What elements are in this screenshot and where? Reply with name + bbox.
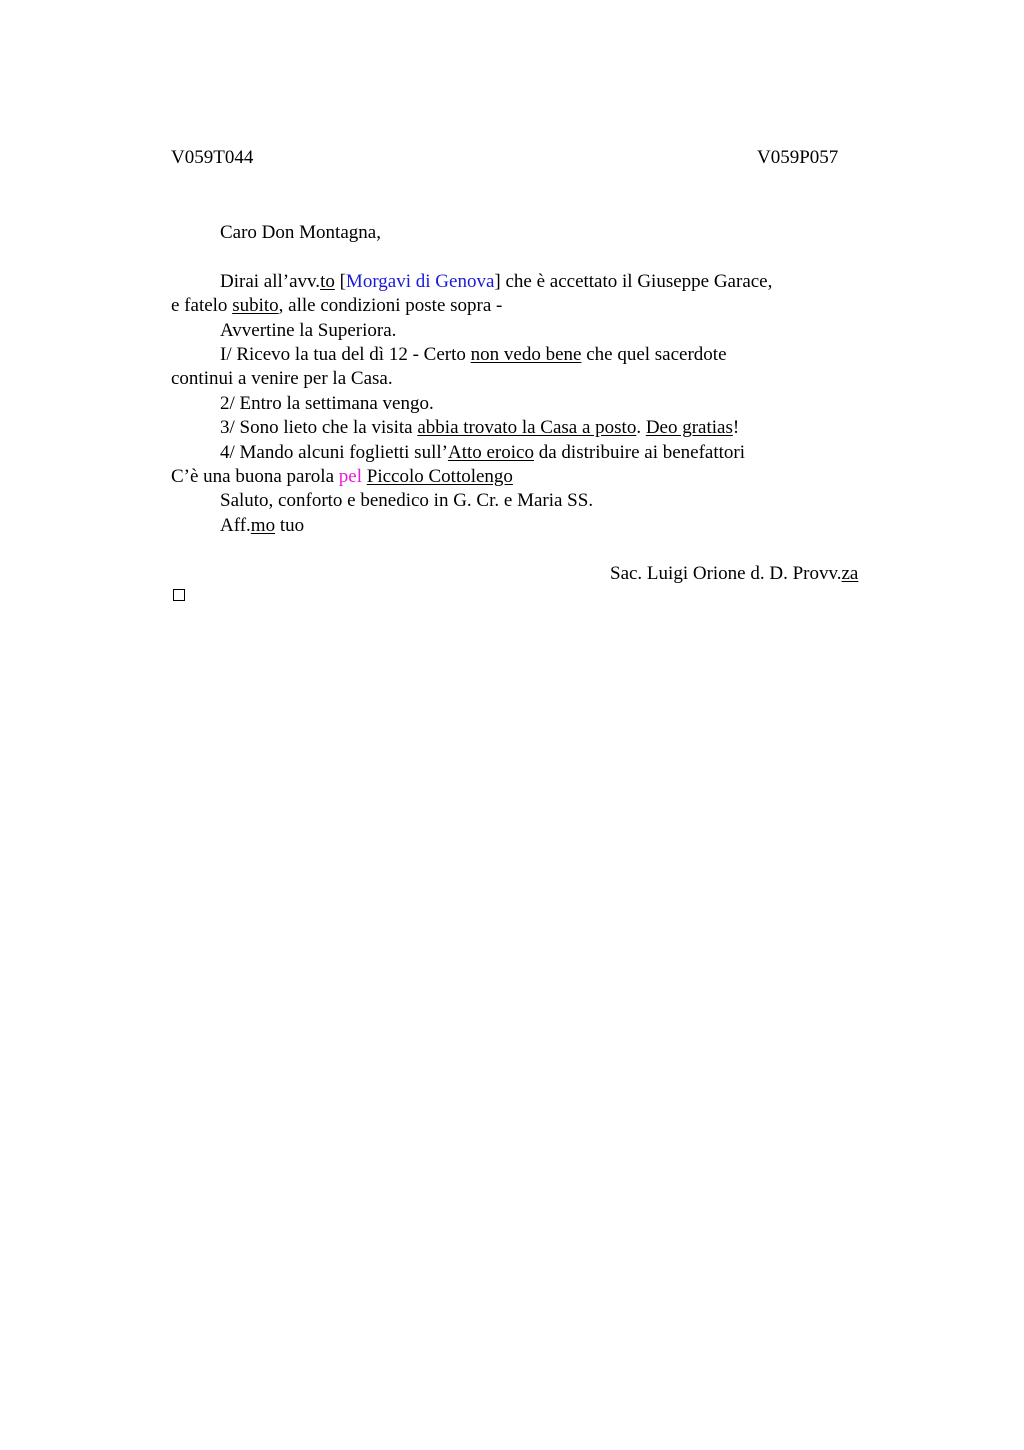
letter-line-7 xyxy=(171,416,891,440)
text: tuo xyxy=(275,514,305,536)
text: Dirai all’avv. xyxy=(220,270,321,292)
signature xyxy=(610,563,858,585)
letter-line-9 xyxy=(171,465,891,489)
text: ! xyxy=(732,417,740,439)
editorial-note-blue: Morgavi di Genova xyxy=(345,270,495,292)
text: , alle condizioni poste sopra - xyxy=(278,295,503,317)
signature-text: Sac. Luigi Orione d. D. Provv. xyxy=(610,563,842,584)
letter-line-5: continui a venire per la Casa. xyxy=(171,368,393,390)
underlined-text: to xyxy=(320,270,335,292)
text: Aff. xyxy=(220,514,251,536)
text: da distribuire ai benefattori xyxy=(533,441,746,463)
editorial-note-magenta: pel xyxy=(338,465,362,487)
text: [ xyxy=(334,270,346,292)
salutation: Caro Don Montagna, xyxy=(220,222,381,243)
text: che quel sacerdote xyxy=(581,343,727,365)
text: 3/ Sono lieto che la visita xyxy=(220,417,418,439)
underlined-text: mo xyxy=(250,514,276,536)
letter-line-1 xyxy=(171,270,891,294)
underlined-text: Deo gratias xyxy=(645,417,733,439)
signature-underlined: za xyxy=(841,563,859,584)
reference-code-right: V059P057 xyxy=(757,147,839,168)
text: C’è una buona parola xyxy=(171,465,339,487)
end-of-document-box-icon xyxy=(173,589,185,601)
letter-line-2 xyxy=(171,294,891,318)
letter-line-4 xyxy=(171,343,891,367)
text: e fatelo xyxy=(171,295,233,317)
underlined-text: subito xyxy=(232,295,279,317)
underlined-text: Atto eroico xyxy=(447,441,534,463)
closing xyxy=(171,514,891,538)
underlined-text: non vedo bene xyxy=(470,343,582,365)
underlined-text: Piccolo Cottolengo xyxy=(366,465,513,487)
letter-line-10: Saluto, conforto e benedico in G. Cr. e Maria SS. xyxy=(220,490,594,512)
letter-body xyxy=(171,221,891,538)
letter-line-8 xyxy=(171,441,891,465)
reference-code-left: V059T044 xyxy=(171,147,254,168)
text: I/ Ricevo la tua del dì 12 - Certo xyxy=(220,343,471,365)
underlined-text: abbia trovato la Casa a posto xyxy=(417,417,637,439)
text: ] che è accettato il Giuseppe Garace, xyxy=(494,270,773,292)
text: 4/ Mando alcuni foglietti sull’ xyxy=(220,441,448,463)
letter-line-3: Avvertine la Superiora. xyxy=(220,319,397,341)
letter-line-6: 2/ Entro la settimana vengo. xyxy=(220,392,434,414)
text: . xyxy=(636,417,646,439)
paragraph-gap xyxy=(171,245,891,269)
